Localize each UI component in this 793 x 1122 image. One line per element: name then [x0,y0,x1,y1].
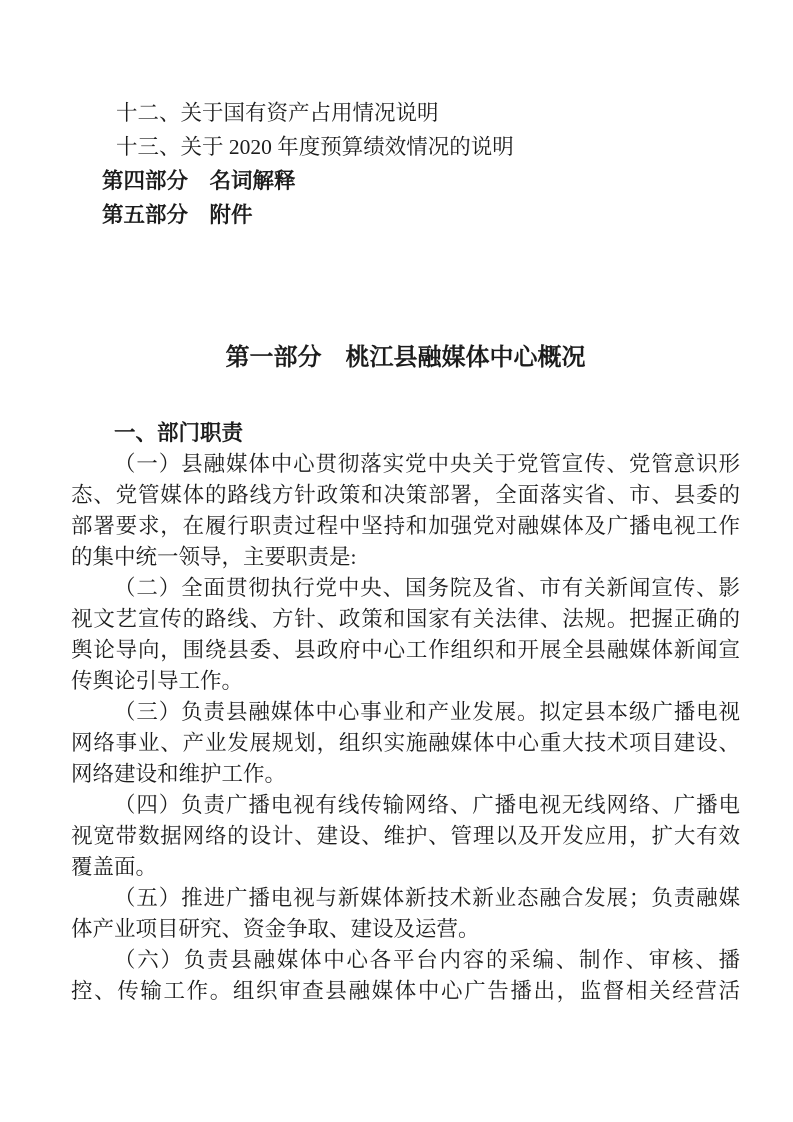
section-heading: 一、部门职责 [114,421,244,445]
toc-tail [71,96,740,232]
body-line: （六）负责县融媒体中心各平台内容的采编、制作、审核、播 [114,948,740,972]
body-line: （二）全面贯彻执行党中央、国务院及省、市有关新闻宣传、影 [114,576,740,600]
toc-item: 十三、关于 2020 年度预算绩效情况的说明 [116,135,514,159]
body-line: 的集中统一领导，主要职责是: [71,545,357,569]
body-line: 网络事业、产业发展规划，组织实施融媒体中心重大技术项目建设、 [71,731,740,755]
body-line: 态、党管媒体的路线方针政策和决策部署，全面落实省、市、县委的 [71,483,740,507]
body-line: 视宽带数据网络的设计、建设、维护、管理以及开发应用，扩大有效 [71,824,740,848]
toc-item: 十二、关于国有资产占用情况说明 [116,101,439,125]
body-line: 舆论导向，围绕县委、县政府中心工作组织和开展全县融媒体新闻宣 [71,638,740,662]
body-line: 视文艺宣传的路线、方针、政策和国家有关法律、法规。把握正确的 [71,607,740,631]
body-line: （五）推进广播电视与新媒体新技术新业态融合发展；负责融媒 [114,886,740,910]
section-title: 第一部分 桃江县融媒体中心概况 [225,345,586,371]
body-line: 传舆论引导工作。 [71,669,244,693]
body-line: 体产业项目研究、资金争取、建设及运营。 [71,917,480,941]
toc-part-heading: 第五部分 附件 [102,203,253,227]
toc-part-heading: 第四部分 名词解释 [102,169,296,193]
document-body [71,418,740,1007]
body-line: 控、传输工作。组织审查县融媒体中心广告播出，监督相关经营活 [71,979,740,1003]
body-line: 覆盖面。 [71,855,158,879]
body-line: 网络建设和维护工作。 [71,762,287,786]
body-line: （三）负责县融媒体中心事业和产业发展。拟定县本级广播电视 [114,700,740,724]
body-line: （一）县融媒体中心贯彻落实党中央关于党管宣传、党管意识形 [114,452,740,476]
body-line: 部署要求，在履行职责过程中坚持和加强党对融媒体及广播电视工作 [71,514,740,538]
body-line: （四）负责广播电视有线传输网络、广播电视无线网络、广播电 [114,793,740,817]
